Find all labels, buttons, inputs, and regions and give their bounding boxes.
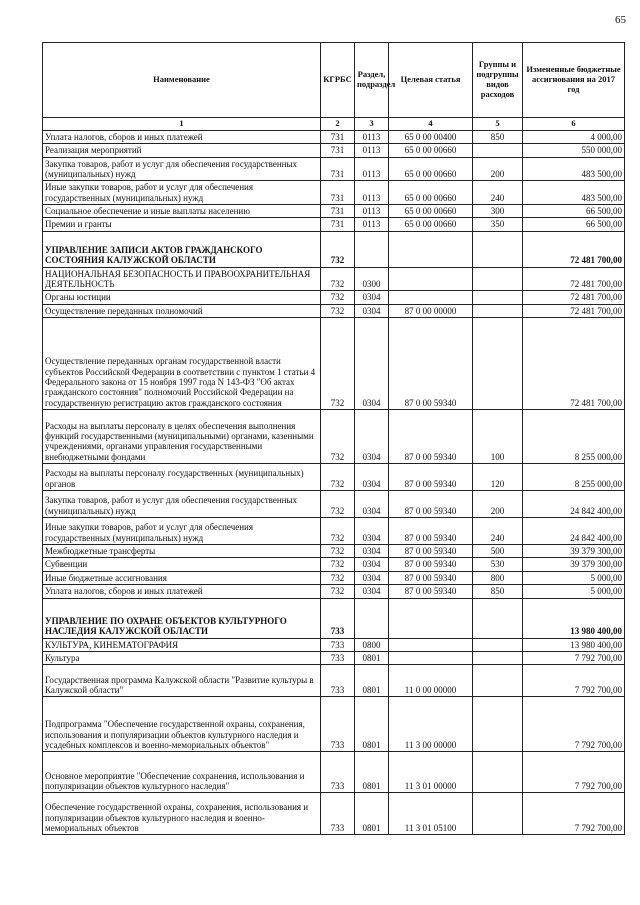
cell-sum: 8 255 000,00 — [523, 410, 625, 464]
cell-razdel: 0304 — [355, 571, 389, 584]
cell-kgrbs: 733 — [321, 638, 355, 651]
cell-kgrbs: 731 — [321, 181, 355, 205]
header-target-article: Целевая статья — [389, 43, 473, 118]
cell-sum: 7 792 700,00 — [523, 665, 625, 697]
cell-sum: 72 481 700,00 — [523, 231, 625, 267]
cell-razdel: 0113 — [355, 205, 389, 218]
cell-sum: 72 481 700,00 — [523, 304, 625, 317]
table-row — [43, 157, 625, 181]
column-number: 4 — [389, 118, 473, 131]
cell-target-article: 65 0 00 00660 — [389, 205, 473, 218]
cell-name: УПРАВЛЕНИЕ ПО ОХРАНЕ ОБЪЕКТОВ КУЛЬТУРНОГО НАСЛЕДИЯ КАЛУЖСКОЙ ОБЛАСТИ — [43, 598, 321, 638]
table-row — [43, 598, 625, 638]
cell-kgrbs: 733 — [321, 752, 355, 793]
cell-expense-group: 120 — [473, 464, 523, 491]
cell-expense-group: 240 — [473, 518, 523, 545]
cell-name: Иные бюджетные ассигнования — [43, 571, 321, 584]
cell-sum: 7 792 700,00 — [523, 697, 625, 752]
cell-target-article: 65 0 00 00660 — [389, 144, 473, 157]
column-number: 2 — [321, 118, 355, 131]
table-row — [43, 752, 625, 793]
cell-name: Уплата налогов, сборов и иных платежей — [43, 585, 321, 598]
table-row — [43, 665, 625, 697]
cell-expense-group: 240 — [473, 181, 523, 205]
cell-kgrbs: 732 — [321, 558, 355, 571]
cell-name: Культура — [43, 651, 321, 664]
cell-kgrbs: 732 — [321, 571, 355, 584]
cell-name: Иные закупки товаров, работ и услуг для обеспечения государственных (муниципальных) нужд — [43, 181, 321, 205]
table-row — [43, 410, 625, 464]
cell-kgrbs: 732 — [321, 491, 355, 518]
cell-kgrbs: 732 — [321, 231, 355, 267]
cell-expense-group: 530 — [473, 558, 523, 571]
header-name: Наименование — [43, 43, 321, 118]
cell-kgrbs: 733 — [321, 651, 355, 664]
cell-name: Межбюджетные трансферты — [43, 545, 321, 558]
cell-target-article: 87 0 00 59340 — [389, 318, 473, 410]
table-row — [43, 697, 625, 752]
cell-name: Обеспечение государственной охраны, сохранения, использования и популяризации объектов культурного наследия и военно-мемориальных объектов — [43, 793, 321, 835]
cell-kgrbs: 732 — [321, 291, 355, 304]
cell-name: Премии и гранты — [43, 218, 321, 231]
cell-expense-group — [473, 304, 523, 317]
cell-razdel: 0304 — [355, 464, 389, 491]
table-row — [43, 131, 625, 144]
cell-sum: 550 000,00 — [523, 144, 625, 157]
cell-kgrbs: 732 — [321, 267, 355, 291]
cell-expense-group — [473, 267, 523, 291]
table-row — [43, 571, 625, 584]
cell-razdel: 0304 — [355, 318, 389, 410]
cell-sum: 483 500,00 — [523, 157, 625, 181]
cell-sum: 24 842 400,00 — [523, 491, 625, 518]
cell-target-article: 87 0 00 59340 — [389, 571, 473, 584]
table-row — [43, 318, 625, 410]
table-row — [43, 218, 625, 231]
cell-kgrbs: 733 — [321, 793, 355, 835]
header-expense-group: Группы и подгруппы видов расходов — [473, 43, 523, 118]
cell-razdel: 0801 — [355, 665, 389, 697]
column-number: 1 — [43, 118, 321, 131]
cell-razdel: 0304 — [355, 304, 389, 317]
table-row — [43, 267, 625, 291]
cell-razdel — [355, 231, 389, 267]
table-row — [43, 651, 625, 664]
cell-kgrbs: 733 — [321, 697, 355, 752]
cell-name: НАЦИОНАЛЬНАЯ БЕЗОПАСНОСТЬ И ПРАВООХРАНИТЕЛЬНАЯ ДЕЯТЕЛЬНОСТЬ — [43, 267, 321, 291]
cell-expense-group — [473, 318, 523, 410]
cell-sum: 39 379 300,00 — [523, 545, 625, 558]
table-row — [43, 304, 625, 317]
cell-razdel: 0801 — [355, 752, 389, 793]
table-row — [43, 464, 625, 491]
cell-expense-group — [473, 291, 523, 304]
cell-target-article — [389, 598, 473, 638]
cell-name: Органы юстиции — [43, 291, 321, 304]
cell-sum: 13 980 400,00 — [523, 638, 625, 651]
cell-kgrbs: 731 — [321, 205, 355, 218]
table-row — [43, 144, 625, 157]
cell-name: Субвенции — [43, 558, 321, 571]
cell-name: Подпрограмма "Обеспечение государственной охраны, сохранения, использования и популяризации объектов культурного наследия и усадебных комплексов и военно-мемориальных объектов" — [43, 697, 321, 752]
table-row — [43, 793, 625, 835]
cell-kgrbs: 732 — [321, 464, 355, 491]
cell-target-article: 65 0 00 00660 — [389, 218, 473, 231]
cell-sum: 483 500,00 — [523, 181, 625, 205]
cell-target-article — [389, 231, 473, 267]
cell-name: КУЛЬТУРА, КИНЕМАТОГРАФИЯ — [43, 638, 321, 651]
cell-razdel: 0304 — [355, 410, 389, 464]
cell-name: Социальное обеспечение и иные выплаты населению — [43, 205, 321, 218]
cell-sum: 5 000,00 — [523, 585, 625, 598]
cell-expense-group: 100 — [473, 410, 523, 464]
cell-razdel: 0801 — [355, 697, 389, 752]
cell-expense-group: 200 — [473, 157, 523, 181]
cell-name: Реализация мероприятий — [43, 144, 321, 157]
cell-name: УПРАВЛЕНИЕ ЗАПИСИ АКТОВ ГРАЖДАНСКОГО СОСТОЯНИЯ КАЛУЖСКОЙ ОБЛАСТИ — [43, 231, 321, 267]
cell-name: Закупка товаров, работ и услуг для обеспечения государственных (муниципальных) нужд — [43, 157, 321, 181]
page-number: 65 — [615, 14, 626, 26]
cell-sum: 7 792 700,00 — [523, 752, 625, 793]
cell-sum: 5 000,00 — [523, 571, 625, 584]
cell-target-article: 87 0 00 59340 — [389, 558, 473, 571]
cell-target-article — [389, 651, 473, 664]
header-row — [43, 43, 625, 118]
cell-kgrbs: 732 — [321, 304, 355, 317]
cell-target-article: 87 0 00 59340 — [389, 491, 473, 518]
cell-razdel — [355, 598, 389, 638]
cell-expense-group: 350 — [473, 218, 523, 231]
table-row — [43, 558, 625, 571]
cell-expense-group: 500 — [473, 545, 523, 558]
table-row — [43, 181, 625, 205]
cell-name: Закупка товаров, работ и услуг для обеспечения государственных (муниципальных) нужд — [43, 491, 321, 518]
cell-sum: 72 481 700,00 — [523, 267, 625, 291]
cell-razdel: 0113 — [355, 181, 389, 205]
cell-name: Основное мероприятие "Обеспечение сохранения, использования и популяризации объектов культурного наследия" — [43, 752, 321, 793]
table-row — [43, 518, 625, 545]
cell-sum: 24 842 400,00 — [523, 518, 625, 545]
cell-expense-group — [473, 697, 523, 752]
cell-expense-group: 850 — [473, 585, 523, 598]
cell-target-article: 87 0 00 59340 — [389, 464, 473, 491]
cell-kgrbs: 732 — [321, 318, 355, 410]
cell-razdel: 0304 — [355, 585, 389, 598]
cell-sum: 7 792 700,00 — [523, 793, 625, 835]
cell-razdel: 0113 — [355, 218, 389, 231]
cell-sum: 66 500,00 — [523, 218, 625, 231]
cell-kgrbs: 733 — [321, 665, 355, 697]
cell-sum: 72 481 700,00 — [523, 318, 625, 410]
cell-razdel: 0113 — [355, 131, 389, 144]
cell-expense-group — [473, 651, 523, 664]
cell-target-article: 65 0 00 00400 — [389, 131, 473, 144]
cell-target-article: 11 0 00 00000 — [389, 665, 473, 697]
cell-target-article: 87 0 00 59340 — [389, 410, 473, 464]
cell-sum: 4 000,00 — [523, 131, 625, 144]
cell-kgrbs: 731 — [321, 157, 355, 181]
cell-kgrbs: 732 — [321, 518, 355, 545]
cell-target-article: 11 3 00 00000 — [389, 697, 473, 752]
cell-sum: 39 379 300,00 — [523, 558, 625, 571]
cell-razdel: 0800 — [355, 638, 389, 651]
cell-name: Иные закупки товаров, работ и услуг для обеспечения государственных (муниципальных) нужд — [43, 518, 321, 545]
table-row — [43, 491, 625, 518]
table-row — [43, 638, 625, 651]
cell-name: Уплата налогов, сборов и иных платежей — [43, 131, 321, 144]
cell-sum: 66 500,00 — [523, 205, 625, 218]
cell-name: Государственная программа Калужской области "Развитие культуры в Калужской области" — [43, 665, 321, 697]
cell-razdel: 0304 — [355, 558, 389, 571]
cell-name: Расходы на выплаты персоналу государственных (муниципальных) органов — [43, 464, 321, 491]
cell-kgrbs: 733 — [321, 598, 355, 638]
cell-sum: 8 255 000,00 — [523, 464, 625, 491]
table-row — [43, 291, 625, 304]
cell-kgrbs: 732 — [321, 410, 355, 464]
cell-expense-group — [473, 144, 523, 157]
cell-target-article: 11 3 01 00000 — [389, 752, 473, 793]
cell-razdel: 0113 — [355, 144, 389, 157]
cell-target-article — [389, 291, 473, 304]
cell-name: Расходы на выплаты персоналу в целях обеспечения выполнения функций государственными (муниципальными) органами, казенными учреждениями, органами управления государственными внебюджетными фондами — [43, 410, 321, 464]
cell-name: Осуществление переданных полномочий — [43, 304, 321, 317]
cell-razdel: 0304 — [355, 291, 389, 304]
cell-sum: 72 481 700,00 — [523, 291, 625, 304]
cell-target-article: 11 3 01 05100 — [389, 793, 473, 835]
cell-expense-group: 300 — [473, 205, 523, 218]
cell-kgrbs: 731 — [321, 218, 355, 231]
budget-table — [42, 42, 625, 835]
cell-target-article: 87 0 00 59340 — [389, 585, 473, 598]
cell-razdel: 0304 — [355, 518, 389, 545]
cell-expense-group: 200 — [473, 491, 523, 518]
cell-expense-group: 800 — [473, 571, 523, 584]
table-row — [43, 231, 625, 267]
cell-target-article: 65 0 00 00660 — [389, 181, 473, 205]
cell-razdel: 0304 — [355, 491, 389, 518]
header-kgrbs: КГРБС — [321, 43, 355, 118]
cell-target-article: 87 0 00 59340 — [389, 518, 473, 545]
cell-razdel: 0300 — [355, 267, 389, 291]
header-sum: Измененные бюджетные ассигнования на 2017 год — [523, 43, 625, 118]
column-number-row — [43, 118, 625, 131]
cell-razdel: 0801 — [355, 793, 389, 835]
cell-sum: 7 792 700,00 — [523, 651, 625, 664]
cell-kgrbs: 731 — [321, 131, 355, 144]
column-number: 5 — [473, 118, 523, 131]
cell-razdel: 0304 — [355, 545, 389, 558]
column-number: 6 — [523, 118, 625, 131]
cell-kgrbs: 732 — [321, 585, 355, 598]
cell-target-article — [389, 638, 473, 651]
cell-kgrbs: 731 — [321, 144, 355, 157]
cell-target-article: 87 0 00 59340 — [389, 545, 473, 558]
cell-target-article — [389, 267, 473, 291]
table-row — [43, 205, 625, 218]
cell-target-article: 87 0 00 00000 — [389, 304, 473, 317]
cell-name: Осуществление переданных органам государственной власти субъектов Российской Федерации в соответствии с пунктом 1 статьи 4 Федерального закона от 15 ноября 1997 года N 143-ФЗ "Об актах гражданского состояния" полномочий Российской Федерации на государственную регистрацию актов гражданского состояния — [43, 318, 321, 410]
cell-target-article: 65 0 00 00660 — [389, 157, 473, 181]
cell-sum: 13 980 400,00 — [523, 598, 625, 638]
cell-razdel: 0113 — [355, 157, 389, 181]
header-razdel: Раздел, подраздел — [355, 43, 389, 118]
column-number: 3 — [355, 118, 389, 131]
cell-expense-group: 850 — [473, 131, 523, 144]
table-row — [43, 585, 625, 598]
cell-kgrbs: 732 — [321, 545, 355, 558]
cell-razdel: 0801 — [355, 651, 389, 664]
cell-expense-group — [473, 793, 523, 835]
cell-expense-group — [473, 598, 523, 638]
cell-expense-group — [473, 638, 523, 651]
cell-expense-group — [473, 665, 523, 697]
cell-expense-group — [473, 752, 523, 793]
cell-expense-group — [473, 231, 523, 267]
table-row — [43, 545, 625, 558]
